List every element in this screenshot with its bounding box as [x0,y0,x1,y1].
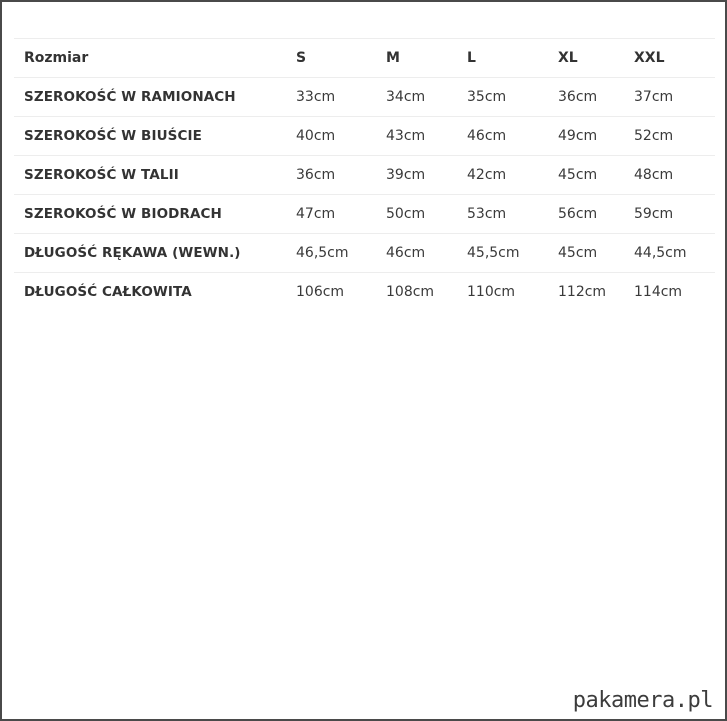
cell-value: 44,5cm [624,234,715,273]
cell-value: 49cm [548,117,624,156]
cell-value: 47cm [286,195,376,234]
cell-value: 36cm [286,156,376,195]
cell-value: 114cm [624,273,715,312]
cell-value: 40cm [286,117,376,156]
cell-value: 37cm [624,78,715,117]
cell-value: 52cm [624,117,715,156]
cell-value: 43cm [376,117,457,156]
table-row [14,273,715,312]
pakamera-watermark: pakamera.pl [572,688,713,713]
cell-value: 59cm [624,195,715,234]
table-header-row [14,39,715,78]
cell-value: 48cm [624,156,715,195]
cell-value: 56cm [548,195,624,234]
row-label: SZEROKOŚĆ W RAMIONACH [14,78,286,117]
cell-value: 42cm [457,156,548,195]
row-label: SZEROKOŚĆ W TALII [14,156,286,195]
row-label: SZEROKOŚĆ W BIUŚCIE [14,117,286,156]
header-size-label: Rozmiar [14,39,286,78]
table-row [14,234,715,273]
cell-value: 46cm [457,117,548,156]
cell-value: 34cm [376,78,457,117]
cell-value: 106cm [286,273,376,312]
header-size-l: L [457,39,548,78]
cell-value: 33cm [286,78,376,117]
cell-value: 108cm [376,273,457,312]
cell-value: 53cm [457,195,548,234]
cell-value: 46cm [376,234,457,273]
size-table [14,38,715,311]
cell-value: 46,5cm [286,234,376,273]
cell-value: 39cm [376,156,457,195]
cell-value: 35cm [457,78,548,117]
cell-value: 112cm [548,273,624,312]
header-size-xl: XL [548,39,624,78]
cell-value: 45,5cm [457,234,548,273]
table-row [14,156,715,195]
cell-value: 45cm [548,234,624,273]
cell-value: 110cm [457,273,548,312]
row-label: DŁUGOŚĆ RĘKAWA (WEWN.) [14,234,286,273]
table-row [14,78,715,117]
cell-value: 36cm [548,78,624,117]
header-size-xxl: XXL [624,39,715,78]
table-row [14,117,715,156]
row-label: DŁUGOŚĆ CAŁKOWITA [14,273,286,312]
header-size-s: S [286,39,376,78]
header-size-m: M [376,39,457,78]
table-row [14,195,715,234]
size-table-container [14,38,715,311]
row-label: SZEROKOŚĆ W BIODRACH [14,195,286,234]
cell-value: 45cm [548,156,624,195]
cell-value: 50cm [376,195,457,234]
